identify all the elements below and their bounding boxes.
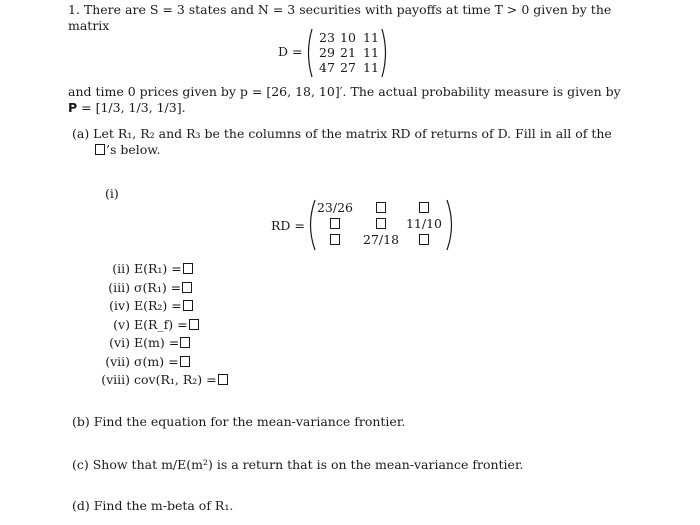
item-expression-text: E(R₂) = [134,298,182,313]
d-matrix-cell: 21 [340,45,356,60]
item-label: (viii) [101,372,130,387]
item-expression-text: E(R_f) = [134,316,188,332]
probability-line [68,100,186,116]
blank-box[interactable] [330,218,340,229]
item-expression-text: E(m) = [134,335,180,350]
item-expression-text: E(R₁) = [134,261,182,276]
item-label: (iv) [109,298,130,313]
d-matrix-cell: 11 [363,45,379,60]
rd-blank-box[interactable] [403,233,445,247]
item-expression-text: σ(m) = [134,353,179,369]
blank-box[interactable] [218,374,228,385]
problem-intro-line1: 1. There are S = 3 states and N = 3 securities with payoffs at time T > 0 given by the [68,2,612,17]
rd-matrix [305,199,457,251]
item-label: (iii) [108,279,130,295]
blank-box[interactable] [376,218,386,229]
item-expression-text: σ(R₁) = [134,279,182,295]
rd-blank-box[interactable] [403,201,445,215]
item-expression [134,317,200,333]
rd-matrix-label: RD = [271,218,305,233]
blank-box[interactable] [95,144,105,155]
item-label: (ii) [112,261,130,276]
part-d: (d) Find the m-beta of R₁. [72,498,234,513]
d-matrix-cell: 47 [319,60,335,75]
d-matrix-label: D = [278,44,303,59]
blank-box[interactable] [419,234,429,245]
blank-box[interactable] [180,337,190,348]
d-matrix-cell: 27 [340,60,356,75]
rd-matrix-cell: 11/10 [405,216,443,231]
rd-blank-box[interactable] [363,201,399,215]
part-b: (b) Find the equation for the mean-variance frontier. [72,414,406,429]
item-label: (vii) [105,353,130,369]
blank-box[interactable] [189,319,199,330]
item-expression [134,261,194,277]
rd-blank-box[interactable] [315,233,355,247]
d-matrix [304,28,390,78]
part-a-line2 [94,142,160,158]
item-expression-text: cov(R₁, R₂) = [134,372,217,387]
blank-box[interactable] [180,356,190,367]
d-matrix-cell: 11 [363,60,379,75]
blank-box[interactable] [182,282,192,293]
item-label: (vi) [109,335,130,350]
d-matrix-cell: 10 [340,30,356,45]
item-i-label: (i) [105,186,119,201]
rd-matrix-cell: 27/18 [363,232,400,247]
d-matrix-cell: 29 [319,45,335,60]
item-label: (v) [113,316,130,332]
part-a-line2-text: ’s below. [106,142,161,157]
blank-box[interactable] [183,263,193,274]
item-expression [134,354,191,370]
blank-box[interactable] [376,202,386,213]
item-expression [134,280,193,296]
probability-value: = [1/3, 1/3, 1/3]. [77,100,186,115]
d-matrix-cell: 11 [363,30,379,45]
rd-blank-box[interactable] [315,217,355,231]
part-a-line1: (a) Let R₁, R₂ and R₃ be the columns of the matrix RD of returns of D. Fill in all of the [72,126,612,141]
blank-box[interactable] [183,300,193,311]
item-expression [134,298,194,314]
item-expression [134,372,229,388]
d-matrix-cell: 23 [319,30,335,45]
rd-blank-box[interactable] [363,217,399,231]
probability-measure-symbol: P [68,100,78,115]
rd-matrix-cell: 23/26 [316,200,354,215]
blank-box[interactable] [419,202,429,213]
prices-line1: and time 0 prices given by p = [26, 18, 10]′. The actual probability measure is given by [68,84,621,99]
part-c: (c) Show that m/E(m²) is a return that is on the mean-variance frontier. [72,457,524,472]
problem-intro-line2: matrix [68,18,110,33]
item-expression [134,335,191,351]
blank-box[interactable] [330,234,340,245]
